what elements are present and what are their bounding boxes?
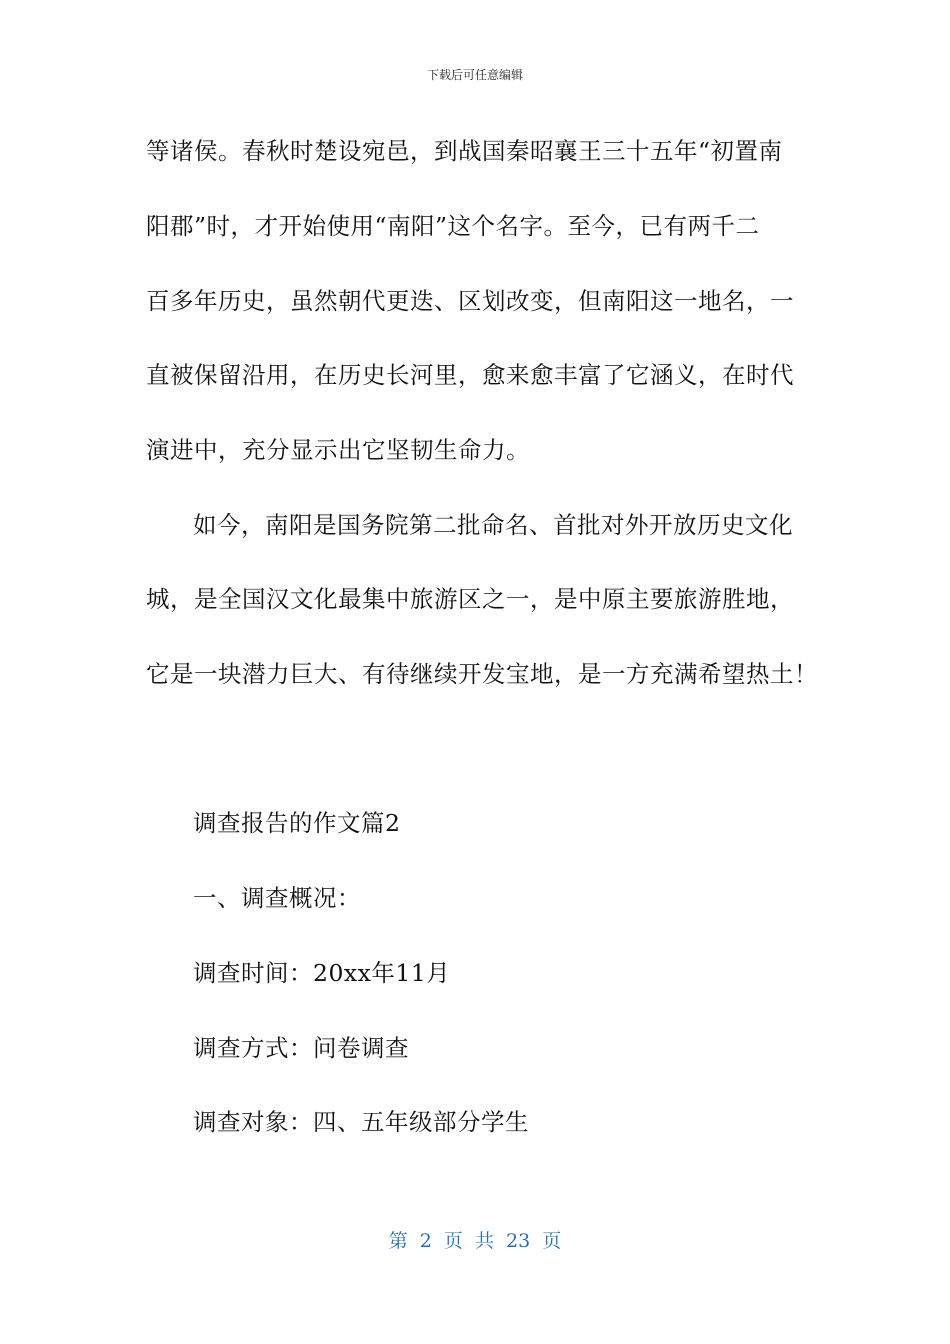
survey-time: 调查时间：20xx年11月 — [193, 959, 451, 987]
paragraph-line: 城，是全国汉文化最集中旅游区之一，是中原主要旅游胜地， — [146, 585, 794, 613]
page-number: 第 2 页 共 23 页 — [388, 1230, 562, 1252]
paragraph-line: 它是一块潜力巨大、有待继续开发宝地，是一方充满希望热土！ — [146, 660, 818, 688]
paragraph-line: 如今，南阳是国务院第二批命名、首批对外开放历史文化 — [193, 511, 793, 539]
survey-method: 调查方式：问卷调查 — [193, 1034, 409, 1062]
header-note: 下载后可任意编辑 — [426, 68, 523, 82]
paragraph-line: 直被保留沿用，在历史长河里，愈来愈丰富了它涵义，在时代 — [146, 361, 794, 389]
paragraph-line: 阳郡”时，才开始使用“南阳”这个名字。至今，已有两千二 — [146, 212, 760, 240]
survey-subject: 调查对象：四、五年级部分学生 — [193, 1108, 529, 1136]
section-title: 调查报告的作文篇2 — [193, 809, 401, 837]
paragraph-line: 演进中，充分显示出它坚韧生命力。 — [146, 436, 530, 464]
paragraph-line: 等诸侯。春秋时楚设宛邑，到战国秦昭襄王三十五年“初置南 — [146, 137, 783, 165]
paragraph-line: 百多年历史，虽然朝代更迭、区划改变，但南阳这一地名，一 — [146, 287, 794, 315]
overview-heading: 一、调查概况： — [193, 884, 361, 912]
